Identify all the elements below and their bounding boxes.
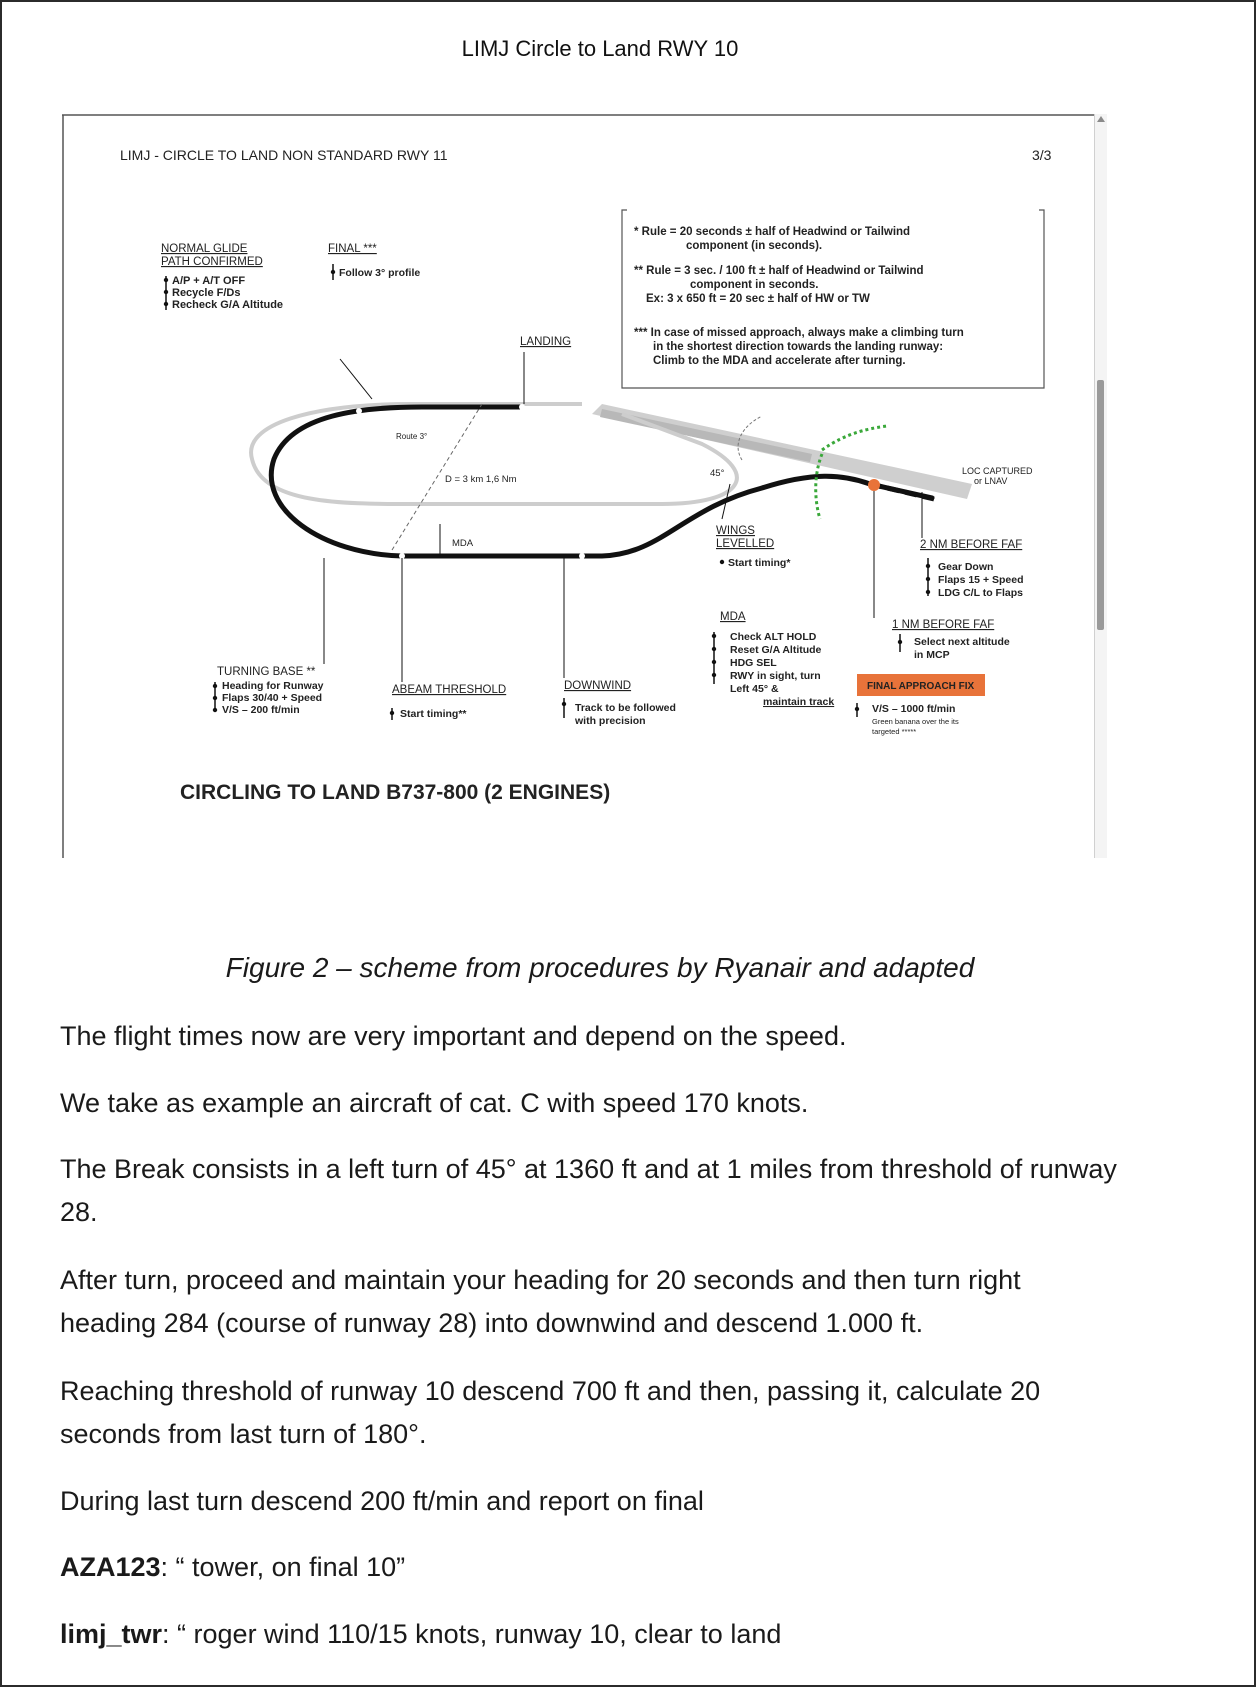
track-marker-downwind xyxy=(579,553,585,559)
mda-item-6: maintain track xyxy=(763,696,835,708)
figure-bottom-title: CIRCLING TO LAND B737-800 (2 ENGINES) xyxy=(180,781,611,804)
figure-page-number: 3/3 xyxy=(1032,147,1052,163)
final-leader-line xyxy=(340,359,372,399)
one-nm-label: 1 NM BEFORE FAF xyxy=(892,619,995,631)
normal-glide-item-2: Recycle F/Ds xyxy=(172,287,241,299)
abeam-item: Start timing** xyxy=(400,708,467,720)
faf-badge-text: FINAL APPROACH FIX xyxy=(867,681,975,692)
mda-item-5: Left 45° & xyxy=(730,683,779,695)
distance-label: D = 3 km 1,6 Nm xyxy=(445,474,517,485)
mda-item-1: Check ALT HOLD xyxy=(730,631,817,643)
scroll-up-icon[interactable] xyxy=(1097,116,1105,122)
paragraph-2: We take as example an aircraft of cat. C with speed 170 knots. xyxy=(60,1088,809,1118)
one-nm-bullet xyxy=(898,640,902,644)
normal-glide-label-2: PATH CONFIRMED xyxy=(161,256,263,268)
track-marker-final xyxy=(356,408,362,414)
mda-block-label: MDA xyxy=(720,611,746,623)
paragraph-7 xyxy=(60,1546,1120,1589)
procedure-figure xyxy=(62,114,1102,858)
mda-item-2: Reset G/A Altitude xyxy=(730,644,822,656)
turning-base-bullet-1 xyxy=(213,684,217,688)
circling-track xyxy=(271,407,932,556)
mda-diagram-label: MDA xyxy=(452,538,474,549)
two-nm-bullet-2 xyxy=(926,577,930,581)
two-nm-item-1: Gear Down xyxy=(938,561,994,573)
loc-captured-label-1: LOC CAPTURED xyxy=(962,466,1033,476)
aza123-message: : “ tower, on final 10” xyxy=(160,1552,406,1582)
normal-glide-bullet-2 xyxy=(164,290,168,294)
figure-scrollbar[interactable] xyxy=(1094,114,1107,858)
normal-glide-item-1: A/P + A/T OFF xyxy=(172,275,246,287)
rule-line-8: Climb to the MDA and accelerate after turning. xyxy=(653,355,906,367)
rule-line-7: in the shortest direction towards the landing runway: xyxy=(653,341,944,353)
turning-base-label: TURNING BASE ** xyxy=(217,666,316,678)
final-bullet xyxy=(331,270,335,274)
mda-bullet-2 xyxy=(712,647,716,651)
figure-caption: Figure 2 – scheme from procedures by Ryanair and adapted xyxy=(225,952,975,983)
paragraph-6: During last turn descend 200 ft/min and report on final xyxy=(60,1486,704,1516)
track-marker-base xyxy=(321,551,327,557)
downwind-bullet xyxy=(562,702,566,706)
document-title: LIMJ Circle to Land RWY 10 xyxy=(461,36,739,61)
track-marker-landing xyxy=(519,404,525,410)
normal-glide-bullet-1 xyxy=(164,278,168,282)
normal-glide-item-3: Recheck G/A Altitude xyxy=(172,299,284,311)
faf-marker xyxy=(868,479,880,491)
rule-line-6: *** In case of missed approach, always make a climbing turn xyxy=(634,327,964,339)
normal-glide-label-1: NORMAL GLIDE xyxy=(161,243,248,255)
turning-base-item-2: Flaps 30/40 + Speed xyxy=(222,692,323,704)
downwind-item-2: with precision xyxy=(575,715,646,727)
turning-base-bullet-2 xyxy=(213,696,217,700)
downwind-label: DOWNWIND xyxy=(564,680,632,692)
turning-base-item-3: V/S – 200 ft/min xyxy=(222,704,300,716)
final-item: Follow 3° profile xyxy=(339,267,421,279)
normal-glide-bullet-3 xyxy=(164,302,168,306)
mda-bullet-1 xyxy=(712,634,716,638)
rule-line-4: component in seconds. xyxy=(690,279,819,291)
wings-levelled-bullet xyxy=(720,560,724,564)
mda-item-3: HDG SEL xyxy=(730,657,777,669)
wings-levelled-label-2: LEVELLED xyxy=(716,538,775,550)
rule-line-5: Ex: 3 x 650 ft = 20 sec ± half of HW or TW xyxy=(646,293,870,305)
paragraph-8 xyxy=(60,1613,1120,1656)
figure-header-left: LIMJ - CIRCLE TO LAND NON STANDARD RWY 11 xyxy=(120,147,448,163)
rule-line-1: * Rule = 20 seconds ± half of Headwind or Tailwind xyxy=(634,226,911,238)
one-nm-item-2: in MCP xyxy=(914,649,950,661)
one-nm-item-1: Select next altitude xyxy=(914,636,1010,648)
final-label: FINAL *** xyxy=(328,243,377,255)
scrollbar-thumb[interactable] xyxy=(1097,380,1104,630)
paragraph-3: The Break consists in a left turn of 45° at 1360 ft and at 1 miles from threshold of runway 28. xyxy=(60,1154,1117,1227)
two-nm-item-2: Flaps 15 + Speed xyxy=(938,574,1024,586)
green-arc-top xyxy=(822,426,887,450)
angle-45-label: 45° xyxy=(710,468,725,479)
turning-base-item-1: Heading for Runway xyxy=(222,680,324,692)
rule-line-3: ** Rule = 3 sec. / 100 ft ± half of Headwind or Tailwind xyxy=(634,265,924,277)
faf-bullet xyxy=(855,707,859,711)
rule-line-2: component (in seconds). xyxy=(686,240,823,252)
faf-item-2: Green banana over the its xyxy=(872,717,959,726)
two-nm-label: 2 NM BEFORE FAF xyxy=(920,539,1023,551)
paragraph-4: After turn, proceed and maintain your heading for 20 seconds and then turn right heading 284 (course of runway 28) into downwind and descend 1.000 ft. xyxy=(60,1265,1021,1338)
paragraph-5: Reaching threshold of runway 10 descend 700 ft and then, passing it, calculate 20 seconds from last turn of 180°. xyxy=(60,1376,1041,1449)
speaker-aza123: AZA123 xyxy=(60,1552,161,1582)
landing-label: LANDING xyxy=(520,336,572,348)
mda-bullet-3 xyxy=(712,660,716,664)
mda-bullet-4 xyxy=(712,673,716,677)
wings-levelled-item: Start timing* xyxy=(728,557,791,569)
faf-item-3: targeted ***** xyxy=(872,727,917,736)
two-nm-bullet-1 xyxy=(926,564,930,568)
two-nm-bullet-3 xyxy=(926,590,930,594)
loc-captured-label-2: or LNAV xyxy=(974,476,1008,486)
downwind-item-1: Track to be followed xyxy=(575,702,676,714)
mda-item-4: RWY in sight, turn xyxy=(730,670,821,682)
faf-item-1: V/S – 1000 ft/min xyxy=(872,703,956,715)
two-nm-item-3: LDG C/L to Flaps xyxy=(938,587,1023,599)
wings-levelled-label-1: WINGS xyxy=(716,525,755,537)
limj-twr-message: : “ roger wind 110/15 knots, runway 10, clear to land xyxy=(162,1619,782,1649)
abeam-label: ABEAM THRESHOLD xyxy=(392,684,507,696)
speaker-limj-twr: limj_twr xyxy=(60,1619,163,1649)
circling-diagram xyxy=(62,114,1102,858)
route-3deg-label: Route 3° xyxy=(396,432,428,441)
paragraph-1: The flight times now are very important and depend on the speed. xyxy=(60,1021,847,1051)
turning-base-bullet-3 xyxy=(213,708,217,712)
